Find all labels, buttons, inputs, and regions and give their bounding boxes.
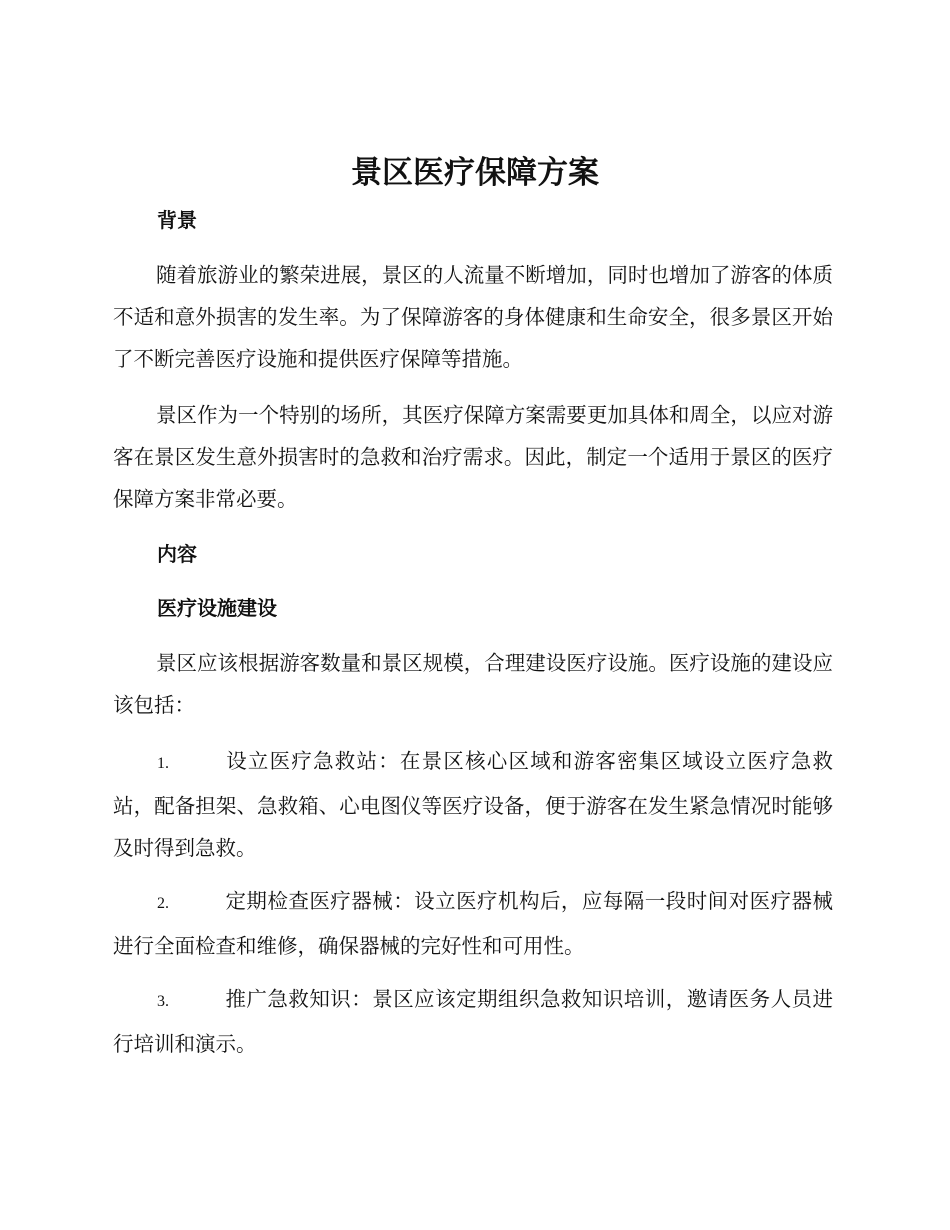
- document-title: 景区医疗保障方案: [351, 155, 599, 191]
- background-paragraph-1: 随着旅游业的繁荣进展，景区的人流量不断增加，同时也增加了游客的体质不适和意外损害的发生率。为了保障游客的身体健康和生命安全，很多景区开始了不断完善医疗设施和提供医疗保障等措施。: [113, 263, 833, 371]
- list-item: [113, 978, 833, 1065]
- heading-background: 背景: [157, 208, 197, 232]
- list-item-text: 设立医疗急救站：在景区核心区域和游客密集区域设立医疗急救站，配备担架、急救箱、心电图仪等医疗设备，便于游客在发生紧急情况时能够及时得到急救。: [113, 749, 833, 860]
- heading-content: 内容: [157, 542, 197, 566]
- list-item: [113, 880, 833, 967]
- list-item-number: 2.: [157, 895, 169, 912]
- list-item-number: 3.: [157, 993, 169, 1010]
- heading-facilities: 医疗设施建设: [157, 596, 277, 620]
- facilities-intro-paragraph: 景区应该根据游客数量和景区规模，合理建设医疗设施。医疗设施的建设应该包括：: [113, 651, 833, 717]
- list-item-text: 推广急救知识：景区应该定期组织急救知识培训，邀请医务人员进行培训和演示。: [113, 987, 833, 1056]
- list-item: [113, 740, 833, 869]
- list-item-text: 定期检查医疗器械：设立医疗机构后，应每隔一段时间对医疗器械进行全面检查和维修，确保器械的完好性和可用性。: [113, 889, 833, 958]
- background-paragraph-2: 景区作为一个特别的场所，其医疗保障方案需要更加具体和周全，以应对游客在景区发生意外损害时的急救和治疗需求。因此，制定一个适用于景区的医疗保障方案非常必要。: [113, 403, 833, 511]
- list-item-number: 1.: [157, 755, 169, 772]
